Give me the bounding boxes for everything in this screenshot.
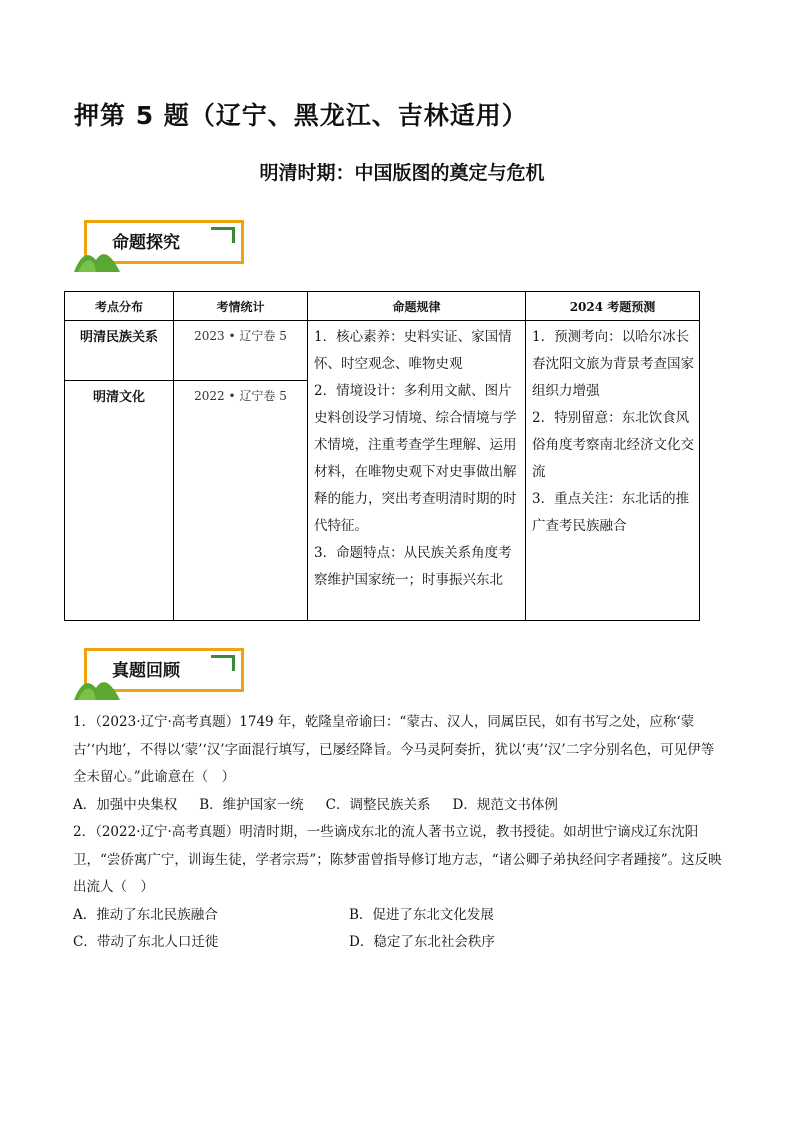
rule-item: 1．核心素养：史料实证、家国情怀、时空观念、唯物史观 (314, 329, 512, 372)
option: D．规范文书体例 (452, 796, 558, 813)
prediction-item: 2．特别留意：东北饮食风俗角度考察南北经济文化交流 (532, 410, 694, 480)
table-header-row (65, 292, 700, 321)
stat-cell: 2022 • 辽宁卷 5 (174, 381, 308, 621)
rule-item: 2．情境设计：多利用文献、图片史料创设学习情境、综合情境与学术情境，注重考查学生理解、运用材料，在唯物史观下对史事做出解释的能力，突出考查明清时期的时代特征。 (314, 383, 517, 534)
table-header: 命题规律 (308, 292, 526, 321)
table-header: 2024 考题预测 (526, 292, 700, 321)
questions-block (73, 709, 723, 957)
section-title-explore: 命题探究 (112, 233, 180, 253)
section-banner-review (74, 648, 249, 704)
page-subtitle: 明清时期：中国版图的奠定与危机 (259, 162, 545, 184)
table-header: 考情统计 (174, 292, 308, 321)
option: B．维护国家一统 (199, 796, 304, 813)
option-list (73, 792, 723, 820)
prediction-item: 1．预测考向：以哈尔冰长春沈阳文旅为背景考查国家组织力增强 (532, 329, 694, 399)
prediction-cell (526, 321, 700, 621)
section-title-review: 真题回顾 (112, 661, 180, 681)
option: A．加强中央集权 (73, 796, 178, 813)
topic-cell: 明清文化 (65, 381, 174, 621)
rules-cell (308, 321, 526, 621)
table-row (65, 321, 700, 381)
option-list (73, 929, 723, 957)
section-banner-explore (74, 220, 249, 276)
option: D．稳定了东北社会秩序 (349, 934, 495, 950)
prediction-item: 3．重点关注：东北话的推广查考民族融合 (532, 491, 690, 534)
page-title: 押第 5 题（辽宁、黑龙江、吉林适用） (74, 101, 528, 130)
question-stem: 2．（2022·辽宁·高考真题）明清时期，一些谪戍东北的流人著书立说，教书授徒。如胡世宁谪戍辽东沈阳卫，“尝侨寓广宁，训诲生徒，学者宗焉”；陈梦雷曾指导修订地方志，“诸公卿子弟执经问字者踵接”。这反映出流人（ ） (73, 824, 722, 895)
question-stem: 1．（2023·辽宁·高考真题）1749 年，乾隆皇帝谕曰：“蒙古、汉人，同属臣民，如有书写之处，应称‘蒙古’‘内地’，不得以‘蒙’‘汉’字面混行填写，已屡经降旨。今马灵阿奏折，犹以‘夷’‘汉’二字分别名色，可见伊等全未留心。”此谕意在（ ） (73, 714, 715, 785)
topic-cell: 明清民族关系 (65, 321, 174, 381)
option: C．带动了东北人口迁徙 (73, 934, 219, 950)
exam-analysis-table (64, 291, 700, 621)
option: B．促进了东北文化发展 (349, 906, 494, 923)
rule-item: 3．命题特点：从民族关系角度考察维护国家统一；时事振兴东北 (314, 545, 512, 588)
option: A．推动了东北民族融合 (73, 906, 218, 923)
option-list (73, 902, 723, 930)
table-header: 考点分布 (65, 292, 174, 321)
stat-cell: 2023 • 辽宁卷 5 (174, 321, 308, 381)
option: C．调整民族关系 (325, 796, 431, 813)
